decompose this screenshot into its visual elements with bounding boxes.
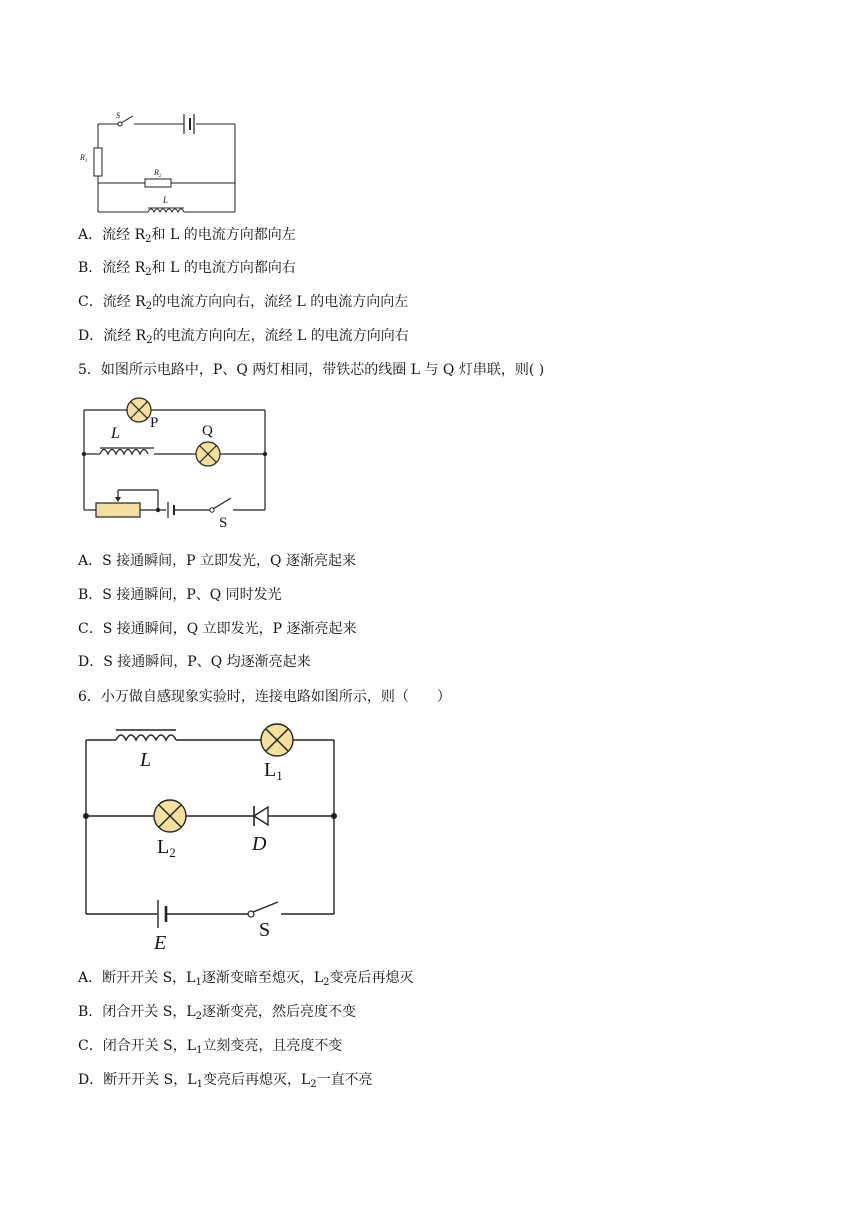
label-l: L	[163, 195, 169, 205]
q4-option-d: D．流经 $R_2$的电流方向向左，流经 L 的电流方向向右	[78, 328, 409, 346]
label-p: P	[150, 415, 159, 431]
q5-option-c: C．S 接通瞬间，Q 立即发光，P 逐渐亮起来	[78, 621, 357, 637]
label-l: L	[111, 425, 120, 442]
label-r1: $R_1$	[80, 153, 88, 164]
circuit-figure-6	[78, 716, 358, 956]
label-l2: $L_2$	[157, 836, 176, 860]
q4-option-c: C．流经 $R_2$的电流方向向右，流经 L 的电流方向向左	[78, 294, 409, 312]
label-s: S	[116, 111, 120, 120]
label-r2: $R_2$	[154, 168, 162, 179]
label-s: S	[219, 515, 228, 531]
q6-option-a: A．断开开关 S，$L_1$逐渐变暗至熄灭，$L_2$变亮后再熄灭	[78, 970, 414, 988]
circuit-figure-5	[78, 394, 278, 529]
label-d: D	[252, 833, 267, 855]
q6-option-b: B．闭合开关 S，$L_2$逐渐变亮，然后亮度不变	[78, 1004, 357, 1022]
label-q: Q	[202, 423, 213, 439]
q4-option-b: B．流经 $R_2$和 L 的电流方向都向右	[78, 260, 296, 278]
label-l: L	[140, 749, 152, 771]
label-l1: $L_1$	[264, 759, 283, 783]
q6-option-d: D．断开开关 S，$L_1$变亮后再熄灭，$L_2$一直不亮	[78, 1072, 373, 1090]
q5-option-d: D．S 接通瞬间，P、Q 均逐渐亮起来	[78, 654, 311, 670]
label-s: S	[259, 919, 271, 941]
q5-option-a: A．S 接通瞬间，P 立即发光，Q 逐渐亮起来	[78, 553, 356, 569]
q4-option-a: A．流经 $R_2$和 L 的电流方向都向左	[78, 227, 296, 245]
label-e: E	[154, 932, 167, 954]
circuit-figure-1	[78, 104, 248, 214]
q6-option-c: C．闭合开关 S，$L_1$立刻变亮，且亮度不变	[78, 1038, 343, 1056]
q5-option-b: B．S 接通瞬间，P、Q 同时发光	[78, 587, 282, 603]
q6-stem: 6．小万做自感现象实验时，连接电路如图所示，则（ ）	[78, 689, 451, 705]
q5-stem: 5．如图所示电路中，P、Q 两灯相同，带铁芯的线圈 L 与 Q 灯串联，则( )	[78, 362, 545, 378]
